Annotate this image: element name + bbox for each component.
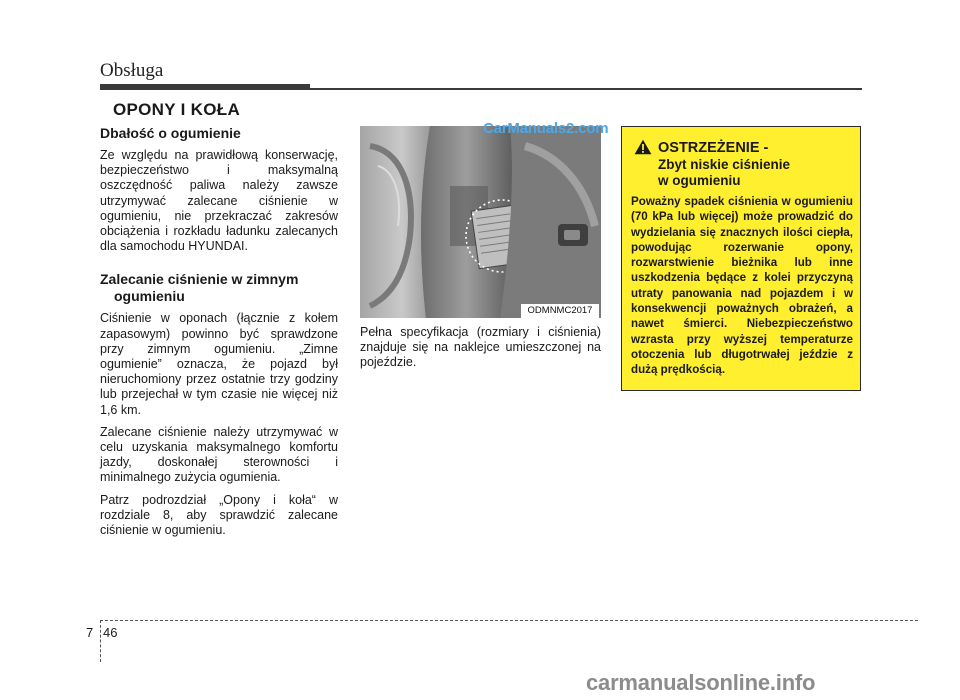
carmanuals-watermark: CarManuals2.com <box>483 120 609 137</box>
heading-cold-pressure <box>100 271 338 305</box>
warning-triangle-icon <box>634 139 652 155</box>
chapter-number: 7 <box>86 625 94 640</box>
heading-cold-pressure-line2: ogumieniu <box>114 288 185 305</box>
warning-title: OSTRZEŻENIE - <box>658 140 769 156</box>
paragraph-recommended: Zalecane ciśnienie należy utrzymywać w celu uzyskania maksymalnego komfortu jazdy, doskonałej sterowności i minimalnego zużycia ogumienia. <box>100 424 338 485</box>
warning-subtitle-line1: Zbyt niskie ciśnienie <box>658 157 791 172</box>
section-title: OPONY I KOŁA <box>113 100 241 119</box>
paragraph-cold-pressure: Ciśnienie w oponach (łącznie z kołem zapasowym) powinno być sprawdzone przy zimnym ogumieniu. „Zimne ogumienie” oznacza, że pojazd był nieruchomiony przez ostatnie trzy godziny lub przejechał w tym czasie nie więcej niż 1,6 km. <box>100 311 338 417</box>
door-pillar-photo <box>360 126 601 318</box>
heading-tire-care: Dbałość o ogumienie <box>100 125 241 141</box>
paragraph-see-chapter: Patrz podrozdział „Opony i koła“ w rozdziale 8, aby sprawdzić zalecane ciśnienie w ogumieniu. <box>100 492 338 538</box>
header-rule <box>310 88 862 90</box>
left-column <box>100 125 338 545</box>
warning-body: Poważny spadek ciśnienia w ogumieniu (70 kPa lub więcej) może prowadzić do wydzielania się znacznych ilości ciepła, powodując rozerwanie opony, rozwarstwienie bieżnika lub inne uszkodzenia będące z kolei przyczyną utraty panowania nad pojazdem i w konsekwencji poważnych obrażeń, a nawet śmierci. Niebezpieczeństwo wzrasta przy wyższej temperaturze otoczenia lub długotrwałej jeździe z dużą prędkością. <box>631 195 853 377</box>
paragraph-tire-care: Ze względu na prawidłową konserwację, bezpieczeństwo i maksymalną oszczędność paliwa należy zawsze utrzymywać zalecane ciśnienie w ogumieniu, nie przekraczać zakresów obciążenia i rozkładu ładunku zalecanych dla samochodu HYUNDAI. <box>100 148 338 254</box>
site-watermark: carmanualsonline.info <box>586 670 816 695</box>
chapter-title: Obsługa <box>100 60 164 81</box>
photo-caption: Pełna specyfikacja (rozmiary i ciśnienia) znajduje się na naklejce umieszczonej na pojeździe. <box>360 325 601 370</box>
warning-subtitle-line2: w ogumieniu <box>658 173 741 188</box>
footer-divider <box>100 620 101 662</box>
middle-column <box>360 325 601 378</box>
warning-subtitle <box>658 157 848 189</box>
page-number: 46 <box>103 625 118 640</box>
footer-rule <box>100 620 918 621</box>
header-bar <box>100 84 310 90</box>
heading-cold-pressure-line1: Zalecanie ciśnienie w zimnym <box>100 271 299 288</box>
photo-label: ODMNMC2017 <box>521 304 599 318</box>
